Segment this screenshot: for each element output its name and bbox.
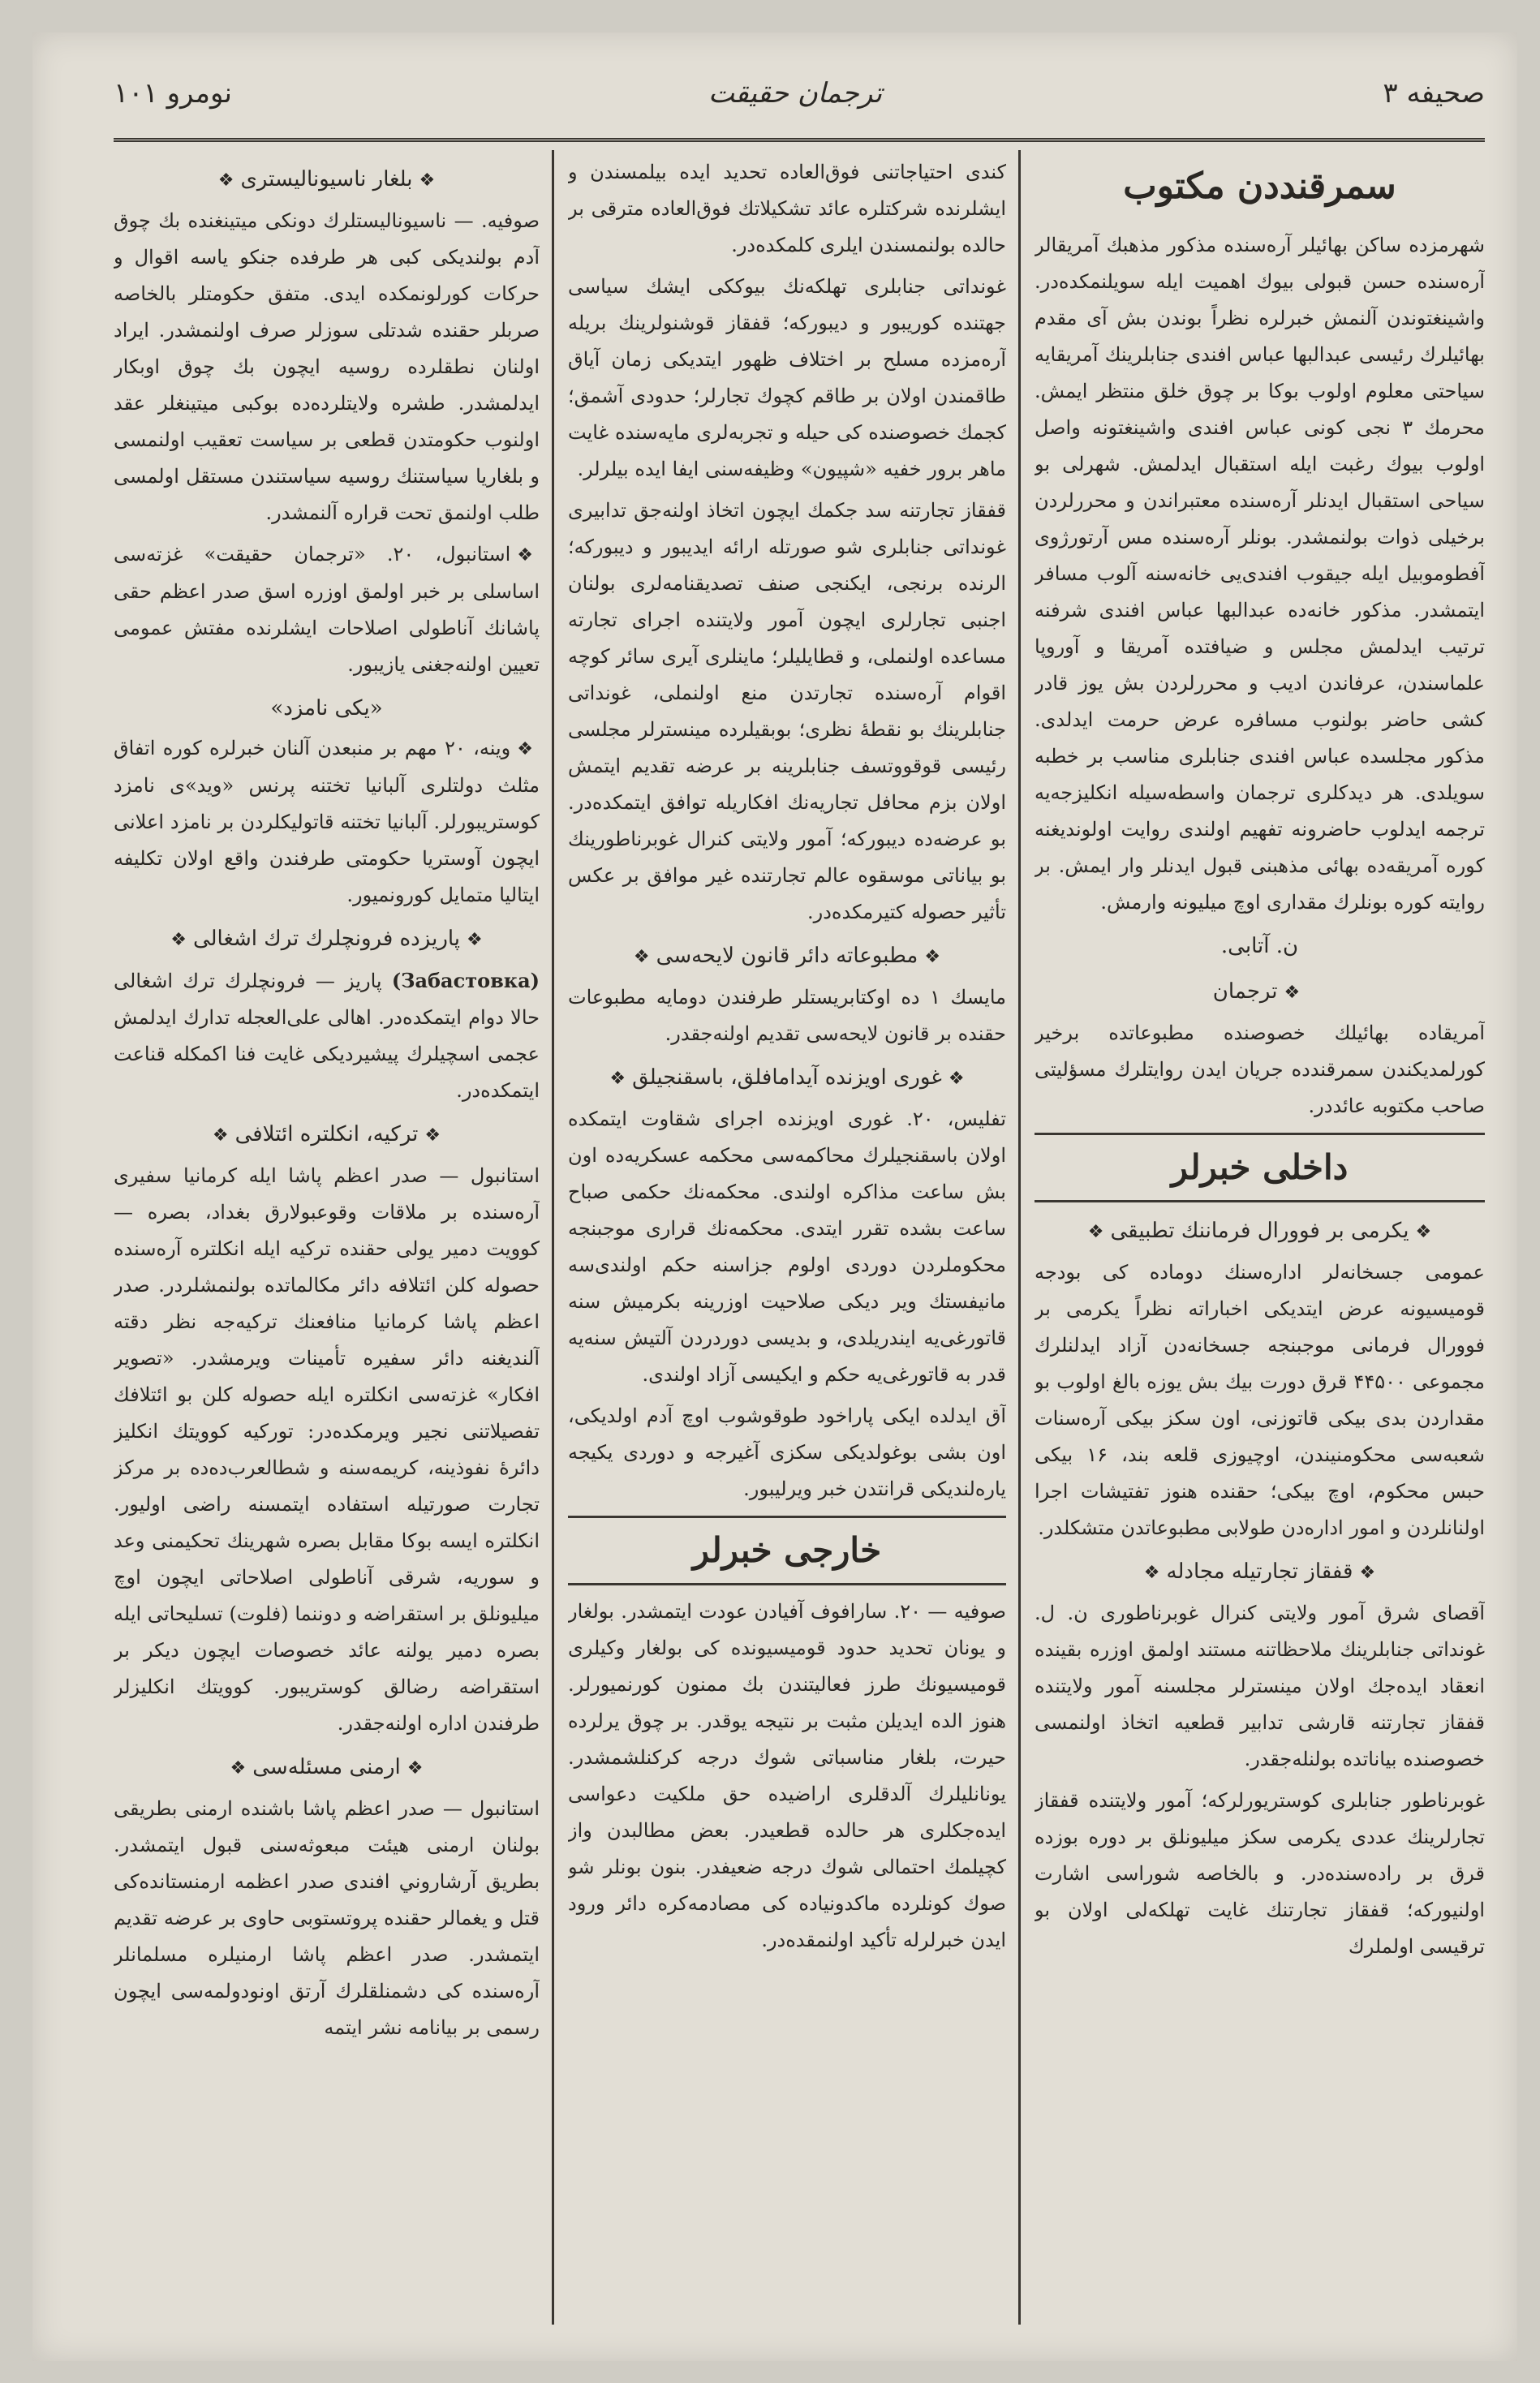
news-paragraph-text: استانبول، ۲۰. «ترجمان حقيقت» غزته‌سى اساسلى بر خبر اولمق اوزره اسق صدر اعظم حقى پاشانك آناطولى اصلاحات ايشلرنده مفتش عمومى تعيين اولنه‌جغنى يازيبور. xyxy=(114,543,540,676)
news-heading-text: تركيه، انكلتره ائتلافى xyxy=(234,1122,419,1146)
issue-number: نومرو ۱۰۱ xyxy=(114,77,233,110)
page-number: صحيفه ۳ xyxy=(1383,77,1485,110)
ornament-icon: ❖ xyxy=(1143,1563,1160,1583)
newspaper-page xyxy=(32,32,1517,2361)
ornament-icon: ❖ xyxy=(170,930,187,950)
news-heading xyxy=(114,918,540,961)
news-paragraph-text: پاريز — فرونچلرك ترك اشغالى حالا دوام ايتمكده‌در. اهالى على‌العجله تدارك ايدلمش عجمى اسچيلرك پيشيرديكى غايت فنا اكمكله قناعت ايتمكده‌در. xyxy=(114,970,540,1102)
ornament-icon: ❖ xyxy=(407,1758,424,1779)
ornament-icon: ❖ xyxy=(1284,983,1301,1003)
news-paragraph: صوفيه. — ناسيوناليستلرك دونكى ميتينغنده بك چوق آدم بولنديكى كبى هر طرفده جنكو ياسه اقوال و حركات كورلونمكده ايدى. متفق حكومتلر بالخاصه صربلر حقنده شدتلى سوزلر صرف اولنمشدر. ايراد اولنان نطقلرده روسيه ايچون بك چوق اوبكار ايدلمشدر. طشره ولايتلرده‌ده بوكبى ميتينغلر عقد اولنوب حكومتدن قطعى بر سياست تعقيب اولنمسى و بلغاريا سياستنك روسيه سياستندن مستقل اولمسى طلب اولنمق تحت قراره آلنمشدر. xyxy=(114,209,540,524)
header-rule xyxy=(114,138,1485,142)
news-paragraph: كندى احتياجاتنى فوق‌العاده تحديد ايده بيلمسندن و ايشلرنده شركتلره عائد تشكيلاتك فوق‌العاده مترقى بر حالده بولنمسندن ايلرى كلمكده‌در. xyxy=(568,161,1006,256)
news-paragraph xyxy=(114,962,540,1109)
column-middle xyxy=(568,154,1006,2329)
article-signature: ن. آتابى. xyxy=(1220,934,1299,958)
column-right xyxy=(1035,154,1485,2329)
news-heading-text: قفقاز تجارتيله مجادله xyxy=(1166,1559,1353,1584)
article-title: سمرقنددن مكتوب xyxy=(1123,166,1396,207)
news-heading-text: ارمنى مسئله‌سى xyxy=(252,1755,401,1779)
ornament-icon: ❖ xyxy=(609,1069,626,1089)
ornament-icon: ❖ xyxy=(424,1125,441,1146)
news-paragraph-text: وينه، ۲۰ مهم بر منبعدن آلنان خبرلره كوره اتفاق مثلث دولتلرى آلبانيا تختنه پرنس «ويد»ى نامزد كوستريبورلر. آلبانيا تختنه قاتوليكلردن بر نامزد اعلانى ايچون آوستريا حكومتى طرفندن واقع اولان تكليفه ايتاليا متمايل كورونميور. xyxy=(114,737,540,906)
news-heading-text: بلغار ناسيوناليسترى xyxy=(240,167,413,191)
news-heading xyxy=(568,936,1006,978)
note-heading-text: ترجمان xyxy=(1212,979,1278,1004)
news-paragraph: قفقاز تجارتنه سد جكمك ايچون اتخاذ اولنه‌جق تدابيرى غونداتى جنابلرى شو صورتله ارائه ايديبور و ديبوركه؛ الرنده برنجى، ايكنجى صنف تصديقنامه‌لرى بولنان اجنبى تجارلرى ايچون آمور ولايتنده اجراى تجارته مساعده اولنملى، و قطايليلر؛ ماينلرى آيرى سائر كوچه اقوام آره‌سنده تجارتدن منع اولنملى، غونداتى جنابلرينك بو نقطه‌ٔ نظرى؛ بوبقيلرده مينسترلر مجلسى رئيسى قوقووتسف جنابلرينه بر عرضه تقديم ايتمش اولان بزم محافل تجاريه‌نك افكاريله توافق ايتمكده‌در. بو عرضه‌ده ديبوركه؛ آمور ولايتى كنرال غوبرناطورينك بو بياناتى موسقوه عالم تجارتنده غير موافق بر عكس تأثير حصوله كتيرمكده‌در. xyxy=(568,499,1006,923)
news-heading xyxy=(1035,1211,1485,1253)
news-heading xyxy=(114,1114,540,1156)
ornament-icon: ❖ xyxy=(948,1069,965,1089)
news-paragraph: غوبرناطور جنابلرى كوستريورلركه؛ آمور ولايتنده قفقاز تجارلرينك عددى يكرمى سكز ميليونلق بر دوره بوزده قرق بر راده‌سنده‌در. و بالخاصه شوراسى اشارت اولنيوركه؛ قفقاز تجارتنك غايت تهلكه‌لى اولان بو ترقيسى اولملرك xyxy=(1035,1789,1485,1958)
ornament-icon: ❖ xyxy=(1087,1222,1104,1242)
ornament-icon: ❖ xyxy=(419,170,436,191)
page-header xyxy=(114,69,1485,130)
ornament-icon: ❖ xyxy=(633,947,650,967)
news-paragraph: عمومى جسخانه‌لر اداره‌سنك دوماده كى بودجه قوميسيونه عرض ايتديكى اخباراته نظراً يكرمى بر فوورال فرمانى موجبنجه جسخانه‌دن آزاد ايدلنلرك مجموعى ۴۴۵۰۰ قرق دورت بيك بش يوزه بالغ اولوب بو مقداردن بدى بيكى قاتوزنى، اون سكز بيكى آره‌سنات شعبه‌سى محكومنيندن، اوچيوزى قلعه بند، ۱۶ بيكى حبس محكوم، اوچ بيكى؛ حقنده هنوز تفتيشات اجرا اولنانلردن و امور اداره‌دن طولابى مطبوعاتدن متشكلدر. xyxy=(1035,1261,1485,1539)
news-paragraph: صوفيه — ۲۰. سارافوف آفيادن عودت ايتمشدر. بولغار و يونان تحديد حدود قوميسيونده كى بولغار وكيلرى قوميسيونك طرز فعاليتندن بك ممنون كورنميورلر. هنوز الده ايديلن مثبت بر نتيجه يوقدر. بر چوق يرلرده حيرت، بلغار مناسباتى شوك درجه كركنلشمشدر. يونانليلرك آلدقلرى اراضيده حق ملكيت دعواسى ايده‌جكلرى هر حالده قطعيدر. بعض مطالبدن واز كچيلمك احتمالى شوك درجه ضعيفدر. بنون بونلر شو صوك كونلرده ماكدونياده كى مصادمه‌كره دائر ورود ايدن خبرلرله تأكيد اولنمقده‌در. xyxy=(568,1600,1006,1951)
news-paragraph: استانبول — صدر اعظم پاشا باشنده ارمنى بطريقى بولنان ارمنى هيئت مبعوثه‌سنى قبول ايتمشدر. بطريق آرشاروني افندى صدر اعظمه ارمنستانده‌كى قتل و يغمالر حقنده پروتستوبى حاوى بر عرضه تقديم ايتمشدر. صدر اعظم پاشا ارمنيلره مسلمانلر آره‌سنده كى دشمنلقلرك آرتق اونودولمه‌سى ايچون رسمى بر بيانامه نشر ايتمه xyxy=(114,1797,540,2039)
news-paragraph: غونداتى جنابلرى تهلكه‌نك بيوككى ايشك سياسى جهتنده كوريبور و ديبوركه؛ قفقاز قوشنولرينك بريله آره‌مزده مسلح بر اختلاف ظهور ايتديكى زمان آياق طاقمندن اولان بر طاقم كچوك تجارلر؛ حدودى آشمق؛ كجمك خصوصنده كى حيله و تجربه‌لرى مايه‌سنده غايت ماهر برور خفيه «شپيون» وظيفه‌سنى ايفا ايده بيلرلر. xyxy=(568,275,1006,480)
section-heading-foreign: خارجى خبرلر xyxy=(568,1516,1006,1585)
news-paragraph: آق ايدلده ايكى پاراخود طوقوشوب اوچ آدم اولديكى، اون بشى بوغولديكى سكزى آغيرجه و دوردى يكيجه ياره‌لنديكى قرانتدن خبر ويرليبور. xyxy=(568,1404,1006,1500)
ornament-icon: ❖ xyxy=(924,947,941,967)
article-paragraph: شهرمزده ساكن بهائيلر آره‌سنده مذكور مذهبك آمريقالر آره‌سنده حسن قبولى بيوك اهميت ايله سويلنمكده‌در. واشينغتوندن آلنمش خبرلره نظراً بوندن بش آى مقدم بهائيلرك رئيسى عبدالبها عباس افندى جنابلرينك آمريقايه سياحتى معلوم اولوب بوكا بر چوق خلق منتظر ايمش. محرمك ۳ نجى كونى عباس افندى واشينغتونه واصل اولوب بيوك رغبت ايله استقبال ايدلمش. شهرلى بو سياحى استقبال ايدنلر آره‌سنده معتبراندن و محررلردن برخيلى ذوات بولنمشدر. بونلر آره‌سنده مس آرتورژوى آفطوموبيل ايله جيقوب افندى‌يى خانه‌سنه آلوب مسافر ايتمشدر. مذكور خانه‌ده عبدالبها عباس افندى شرفنه ترتيب ايدلمش مجلس و ضيافتده آمريقا و آوروپا علماسندن، عرفاندن اديب و محررلردن بش يوز قادر كشى حاضر بولنوب مسافره عرض حرمت ايدلدى. مذكور مجلسده عباس افندى جنابلرى مناسب بر خطبه سويلدى. هر ديدكلرى ترجمان واسطه‌سيله انكليزجه‌يه ترجمه ايدلوب حاضرونه تفهيم اولندى روايت اولوندیغنه كوره آمريقه‌ده بهائى مذهبنى قبول ايدنلر وار ايمش. بر روايته كوره بونلرك مقدارى اوچ ميليونه وارمش. xyxy=(1035,234,1485,914)
news-heading xyxy=(1035,1551,1485,1594)
news-paragraph: تفليس، ۲۰. غورى اويزنده اجراى شقاوت ايتمكده اولان باسقنجيلرك محاكمه‌سى محكمه عسكريه‌ده اون بش ساعت مذاكره اولندى. محكمه‌نك حكمى صباح ساعت بشده تقرر ايتدى. محكمه‌نك قرارى موجبنجه محكوملردن دوردى اولوم جزاسنه حكم اولندى‌سه مانيفستك وير ديكى صلاحيت اوزرينه بكرميش سنه قاتورغى‌يه ايندريلدى، و بديسى دوردردن آلتيش سنه‌يه قدر به قاتورغى‌يه حكم و ايكيسى آزاد اولندى. xyxy=(568,1108,1006,1386)
newspaper-title: ترجمان حقيقت xyxy=(708,77,883,110)
news-paragraph: آقصاى شرق آمور ولايتى كنرال غوبرناطورى ن. ل. غونداتى جنابلرينك ملاحظاتنه مستند اولمق اوزره بقينده انعقاد ايده‌جك اولان مينسترلر مجلسنه آمور ولايتنده قفقاز تجارتنه قارشى تدابير قطعيه اتخاذ اولنمسى خصوصنده بياناتده بولنله‌جقدر. xyxy=(1035,1602,1485,1770)
russian-term: (Забастовка) xyxy=(391,969,540,992)
section-heading-domestic: داخلى خبرلر xyxy=(1035,1133,1485,1202)
news-paragraph xyxy=(114,730,540,914)
news-heading-text: غورى اويزنده آيدامافلق، باسقنجيلق xyxy=(632,1065,942,1090)
ornament-icon: ❖ xyxy=(467,930,483,950)
column-divider xyxy=(552,150,554,2325)
ornament-icon: ❖ xyxy=(230,1758,247,1779)
ornament-icon: ❖ xyxy=(1415,1222,1432,1242)
ornament-icon: ❖ xyxy=(212,1125,229,1146)
news-heading xyxy=(114,1747,540,1789)
news-heading-text: پاريزده فرونچلرك ترك اشغالى xyxy=(192,927,461,951)
news-subheading: «يكى نامزد» xyxy=(270,696,383,720)
news-heading xyxy=(114,159,540,201)
news-heading-text: يكرمى بر فوورال فرماننك تطبيقى xyxy=(1110,1219,1409,1243)
news-paragraph: مايسك ۱ ده اوكتابريستلر طرفندن دومايه مطبوعات حقنده بر قانون لايحه‌سى تقديم اولنه‌جقدر. xyxy=(568,986,1006,1045)
note-heading xyxy=(1035,971,1485,1013)
news-paragraph: استانبول — صدر اعظم پاشا ايله كرمانيا سفيرى آره‌سنده بر ملاقات وقوعبولارق بغداد، بصره — كوويت دمير يولى حقنده تركيه ايله انكلتره آره‌سنده حصوله كلن ائتلافه دائر مكالماتده بولنمشلردر. صدر اعظم پاشا كرمانيا منافعنك تركيه‌جه نظر دقته آلندیغنه دائر سفيره تأمينات ويرمشدر. «تصوير افكار» غزته‌سى انكلتره ايله حصوله كلن بو ائتلافك تفصيلاتنى نجير ويرمكده‌در: توركيه كوويتك انكليز دائرهٔ نفوذينه، كريمه‌سنه و شطالعرب‌ده‌ده بر مركز تجارت صورتيله استفاده ايتمسنه راضى اوليور. انكلتره ايسه بوكا مقابل بصره شهرينك تحكيمنى وعد و سوريه، شرقى آناطولى اصلاحاتى ايچون اوچ ميليونلق بر استقراضه و دوننما (فلوت) تسليحاتى ايله بصره دمير يولنه عائد خصوصات ايچون ديكر بر استقراضه رضالق كوستريبور. كوويتك انكليزلر طرفندن اداره اولنه‌جقدر. xyxy=(114,1164,540,1735)
column-left xyxy=(114,154,540,2329)
ornament-icon: ❖ xyxy=(217,170,234,191)
ornament-icon: ❖ xyxy=(1359,1563,1376,1583)
ornament-icon: ❖ xyxy=(517,739,533,759)
news-paragraph xyxy=(114,536,540,683)
ornament-icon: ❖ xyxy=(517,545,533,566)
editor-note: آمريقاده بهائيلك خصوصنده مطبوعاتده برخير كورلمديكندن سمرقندده جريان ايدن روايتلرك مسؤليتى صاحب مكتوبه عائددر. xyxy=(1035,1022,1485,1117)
news-heading-text: مطبوعاته دائر قانون لايحه‌سى xyxy=(656,944,918,968)
news-heading xyxy=(568,1057,1006,1099)
column-divider xyxy=(1018,150,1021,2325)
